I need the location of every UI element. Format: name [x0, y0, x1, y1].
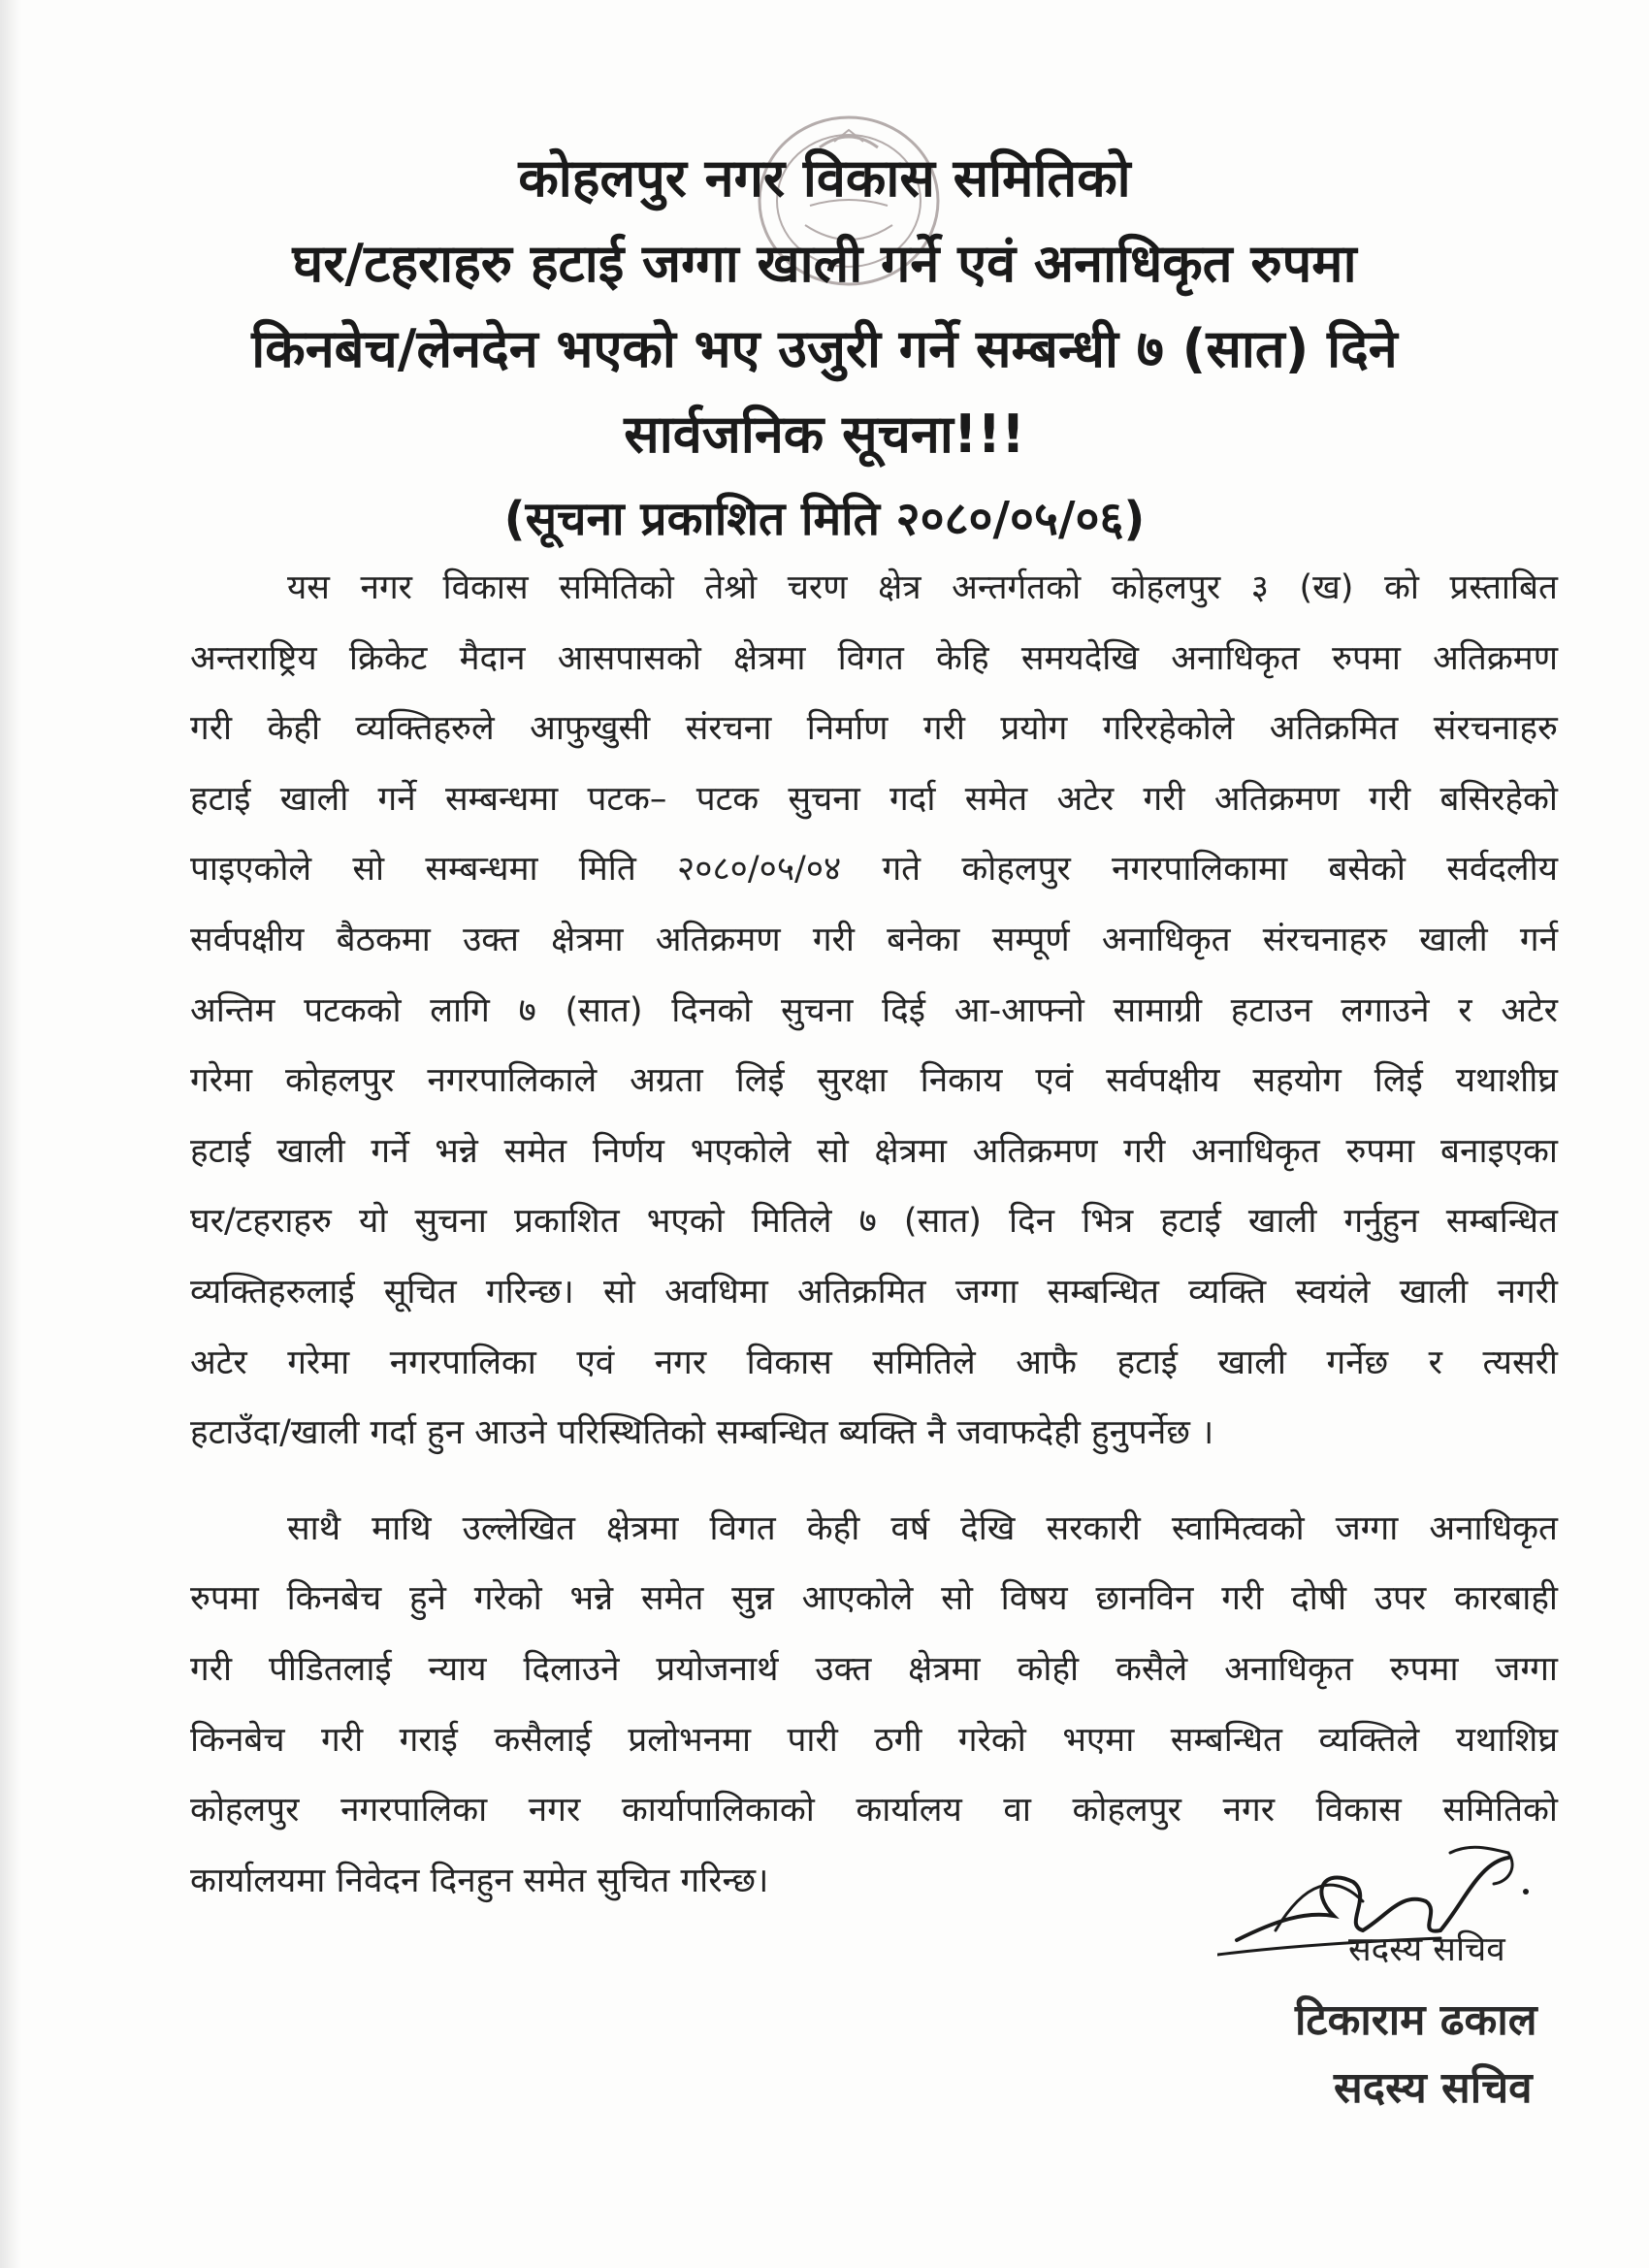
body-line: हटाउँदा/खाली गर्दा हुन आउने परिस्थितिको सम्बन्धित ब्यक्ति नै जवाफदेही हुनुपर्नेछ । [190, 1413, 1214, 1453]
publish-date-line: (सूचना प्रकाशित मिति २०८०/०५/०६) [503, 492, 1146, 546]
signatory-role: सदस्य सचिव [1348, 1930, 1505, 1969]
notice-title-line: घर/टहराहरु हटाई जग्गा खाली गर्ने एवं अनाधिकृत रुपमा [292, 233, 1357, 294]
body-line: सर्वपक्षीय बैठकमा उक्त क्षेत्रमा अतिक्रमण गरी बनेका सम्पूर्ण अनाधिकृत संरचनाहरु खाली गर्न [190, 920, 1558, 959]
notice-title-line: कोहलपुर नगर विकास समितिको [518, 147, 1131, 209]
signatory-stamp-name: टिकाराम ढकाल [1295, 1995, 1537, 2045]
body-line: गरी पीडितलाई न्याय दिलाउने प्रयोजनार्थ उक्त क्षेत्रमा कोही कसैले अनाधिकृत रुपमा जग्गा [190, 1649, 1558, 1689]
body-line: कार्यालयमा निवेदन दिनहुन समेत सुचित गरिन्छ। [190, 1861, 769, 1900]
body-line: हटाई खाली गर्ने सम्बन्धमा पटक– पटक सुचना गर्दा समेत अटेर गरी अतिक्रमण गरी बसिरहेको [190, 779, 1558, 819]
body-line: गरेमा कोहलपुर नगरपालिकाले अग्रता लिई सुरक्षा निकाय एवं सर्वपक्षीय सहयोग लिई यथाशीघ्र [190, 1061, 1558, 1101]
body-line: यस नगर विकास समितिको तेश्रो चरण क्षेत्र अन्तर्गतको कोहलपुर ३ (ख) को प्रस्ताबित [287, 568, 1558, 607]
scan-edge-shadow [0, 0, 21, 2268]
body-line: अन्तिम पटकको लागि ७ (सात) दिनको सुचना दिई आ-आफ्नो सामाग्री हटाउन लगाउने र अटेर [190, 990, 1558, 1030]
body-line: पाइएकोले सो सम्बन्धमा मिति २०८०/०५/०४ गते कोहलपुर नगरपालिकामा बसेको सर्वदलीय [190, 850, 1558, 890]
body-line: कोहलपुर नगरपालिका नगर कार्यापालिकाको कार्यालय वा कोहलपुर नगर विकास समितिको [190, 1791, 1558, 1831]
body-line: अटेर गरेमा नगरपालिका एवं नगर विकास समितिले आफै हटाई खाली गर्नेछ र त्यसरी [190, 1343, 1558, 1382]
body-paragraph-1 [190, 553, 1558, 1469]
body-line: साथै माथि उल्लेखित क्षेत्रमा विगत केही वर्ष देखि सरकारी स्वामित्वको जग्गा अनाधिकृत [287, 1508, 1558, 1548]
body-line: रुपमा किनबेच हुने गरेको भन्ने समेत सुन्न आएकोले सो विषय छानविन गरी दोषी उपर कारबाही [190, 1579, 1558, 1619]
body-line: अन्तराष्ट्रिय क्रिकेट मैदान आसपासको क्षेत्रमा विगत केहि समयदेखि अनाधिकृत रुपमा अतिक्रमण [190, 638, 1558, 678]
body-line: घर/टहराहरु यो सुचना प्रकाशित भएको मितिले ७ (सात) दिन भित्र हटाई खाली गर्नुहुन सम्बन्धित [190, 1202, 1558, 1242]
body-line: किनबेच गरी गराई कसैलाई प्रलोभनमा पारी ठगी गरेको भएमा सम्बन्धित व्यक्तिले यथाशिघ्र [190, 1720, 1558, 1760]
notice-body [190, 553, 1558, 1916]
body-line: गरी केही व्यक्तिहरुले आफुखुसी संरचना निर्माण गरी प्रयोग गरिरहेकोले अतिक्रमित संरचनाहरु [190, 709, 1558, 749]
notice-title-line: सार्वजनिक सूचना!!! [624, 404, 1025, 465]
body-line: व्यक्तिहरुलाई सूचित गरिन्छ। सो अवधिमा अतिक्रमित जग्गा सम्बन्धित व्यक्ति स्वयंले खाली नगरी [190, 1272, 1558, 1312]
notice-title-block [146, 136, 1504, 561]
body-line: हटाई खाली गर्ने भन्ने समेत निर्णय भएकोले सो क्षेत्रमा अतिक्रमण गरी अनाधिकृत रुपमा बनाइएका [190, 1131, 1558, 1171]
notice-title-line: किनबेच/लेनदेन भएको भए उजुरी गर्ने सम्बन्धी ७ (सात) दिने [251, 318, 1398, 379]
signatory-stamp-role: सदस्य सचिव [1334, 2063, 1533, 2113]
